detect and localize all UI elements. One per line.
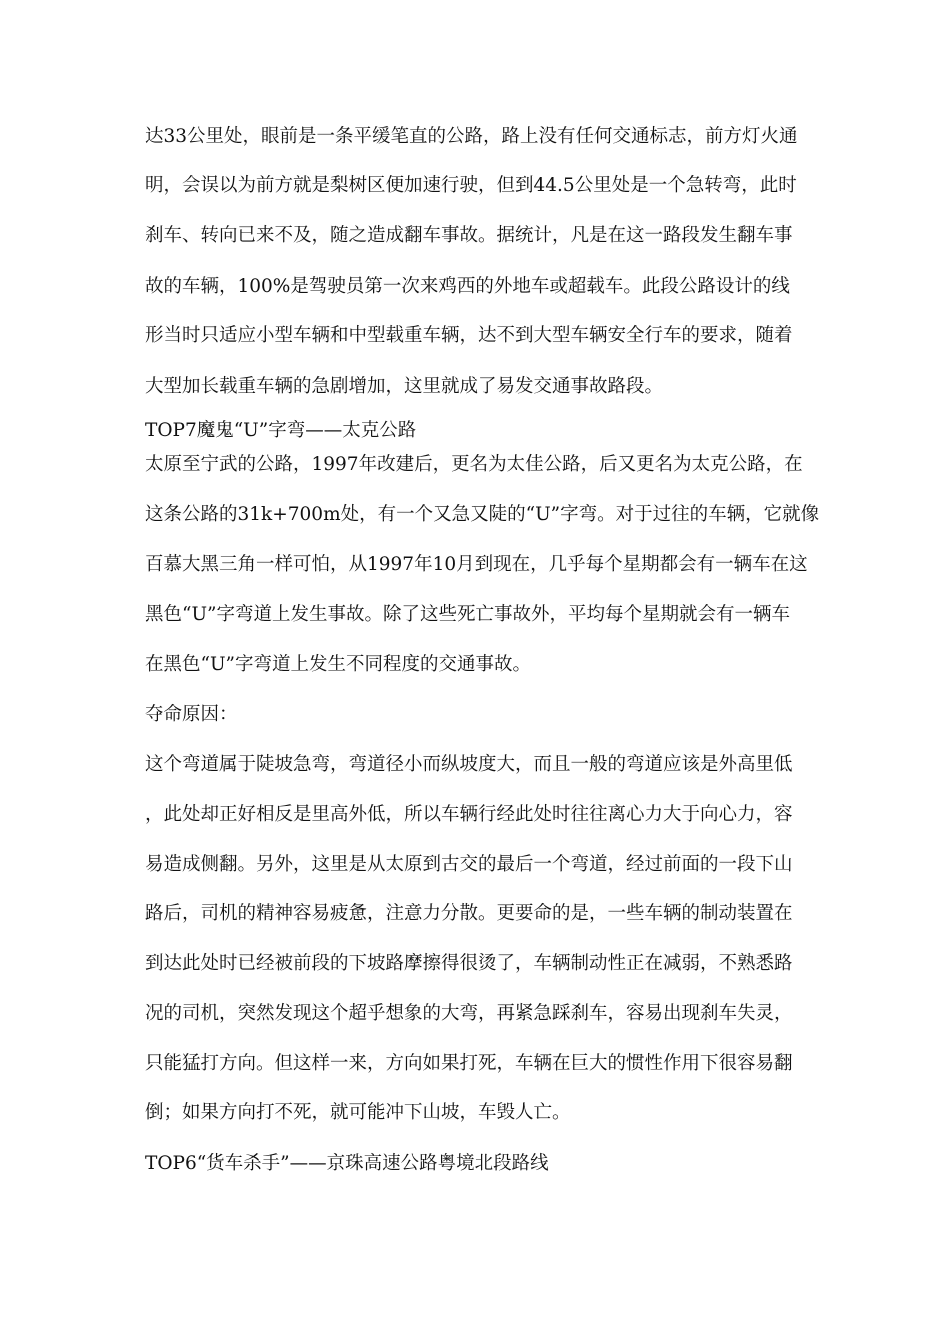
section-heading: TOP6“货车杀手”——京珠高速公路粤境北段路线	[145, 1153, 549, 1174]
paragraph-line: 百慕大黑三角一样可怕，从1997年10月到现在，几乎每个星期都会有一辆车在这	[145, 554, 808, 575]
paragraph-line: 大型加长载重车辆的急剧增加，这里就成了易发交通事故路段。	[145, 376, 664, 397]
paragraph-line: 夺命原因：	[145, 704, 238, 725]
paragraph-line: 黑色“U”字弯道上发生事故。除了这些死亡事故外，平均每个星期就会有一辆车	[145, 604, 791, 625]
paragraph-line: 故的车辆，100%是驾驶员第一次来鸡西的外地车或超载车。此段公路设计的线	[145, 276, 790, 297]
paragraph-line: 达33公里处，眼前是一条平缓笔直的公路，路上没有任何交通标志，前方灯火通	[145, 126, 798, 147]
section-heading: TOP7魔鬼“U”字弯——太克公路	[145, 420, 417, 441]
paragraph-line: 到达此处时已经被前段的下坡路摩擦得很烫了，车辆制动性正在减弱，不熟悉路	[145, 953, 793, 974]
paragraph-line: 在黑色“U”字弯道上发生不同程度的交通事故。	[145, 654, 532, 675]
paragraph-line: 这个弯道属于陡坡急弯，弯道径小而纵坡度大，而且一般的弯道应该是外高里低	[145, 754, 793, 775]
paragraph-line: ，此处却正好相反是里高外低，所以车辆行经此处时往往离心力大于向心力，容	[145, 804, 793, 825]
paragraph-line: 路后，司机的精神容易疲惫，注意力分散。更要命的是，一些车辆的制动装置在	[145, 903, 793, 924]
paragraph-line: 这条公路的31k+700m处，有一个又急又陡的“U”字弯。对于过往的车辆，它就像	[145, 504, 820, 525]
paragraph-line: 太原至宁武的公路，1997年改建后，更名为太佳公路，后又更名为太克公路，在	[145, 454, 803, 475]
paragraph-line: 形当时只适应小型车辆和中型载重车辆，达不到大型车辆安全行车的要求，随着	[145, 325, 793, 346]
paragraph-line: 刹车、转向已来不及，随之造成翻车事故。据统计，凡是在这一路段发生翻车事	[145, 225, 793, 246]
paragraph-line: 明，会误以为前方就是梨树区便加速行驶，但到44.5公里处是一个急转弯，此时	[145, 175, 797, 196]
paragraph-line: 倒；如果方向打不死，就可能冲下山坡，车毁人亡。	[145, 1102, 571, 1123]
paragraph-line: 只能猛打方向。但这样一来，方向如果打死，车辆在巨大的惯性作用下很容易翻	[145, 1053, 793, 1074]
paragraph-line: 易造成侧翻。另外，这里是从太原到古交的最后一个弯道，经过前面的一段下山	[145, 854, 793, 875]
paragraph-line: 况的司机，突然发现这个超乎想象的大弯，再紧急踩刹车，容易出现刹车失灵，	[145, 1003, 793, 1024]
